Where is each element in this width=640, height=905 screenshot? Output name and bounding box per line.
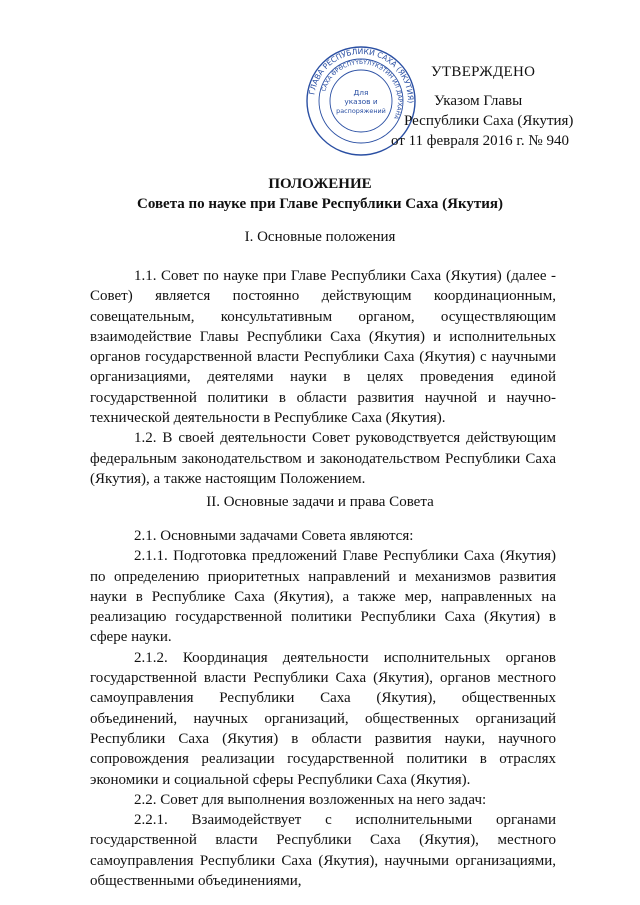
- approval-decree-line1: Указом Главы: [434, 93, 523, 109]
- stamp-ring-inner-text: САХА ӨРӨСПҮҮБҮЛҮКЭТИН ИЛ ДАРХАНА: [321, 59, 403, 120]
- stamp-center-line3: распоряжений: [336, 107, 386, 115]
- approval-decree-line3: от 11 февраля 2016 г. № 940: [391, 133, 569, 149]
- paragraph-2-1-1: 2.1.1. Подготовка предложений Главе Республики Саха (Якутия) по определению приоритетных направлений и механизмов развития науки в Республике Саха (Якутия), а также мер, направленных на реализацию государственной политики Республики Саха (Якутия) в сфере науки.: [90, 548, 556, 646]
- document-subtitle: Совета по науке при Главе Республики Саха (Якутия): [136, 196, 503, 212]
- section-2-body: [90, 526, 556, 891]
- approval-header: УТВЕРЖДЕНО: [431, 64, 536, 80]
- section-1-body: [90, 266, 556, 489]
- stamp-ring-outer-text: ГЛАВА РЕСПУБЛИКИ САХА (ЯКУТИЯ): [307, 46, 416, 104]
- paragraph-1-2: 1.2. В своей деятельности Совет руководствуется действующим федеральным законодательством и законодательством Республики Саха (Якутия), а также настоящим Положением.: [90, 430, 556, 487]
- section-1-heading: I. Основные положения: [244, 229, 396, 245]
- paragraph-1-1: 1.1. Совет по науке при Главе Республики Саха (Якутия) (далее - Совет) является постоянно действующим координационным, совещательным, консультативным органом, осуществляющим взаимодействие Главы Республики Саха (Якутия) и исполнительных органов государственной власти Республики Саха (Якутия) с научными организациями, деятелями науки в целях проведения единой государственной политики в области развития научной и научно-технической деятельности в Республике Саха (Якутия).: [90, 268, 556, 427]
- stamp-center-line1: Для: [353, 88, 369, 97]
- paragraph-2-1-2: 2.1.2. Координация деятельности исполнительных органов государственной власти Республики Саха (Якутия), органов местного самоуправления Республики Саха (Якутия), общественных объединений, научных организаций, общественных организаций Республики Саха (Якутия) в области развития науки, научного сопровождения реализации государственной политики в отраслях экономики и социальной сферы Республики Саха (Якутия).: [90, 649, 556, 788]
- paragraph-2-2: 2.2. Совет для выполнения возложенных на него задач:: [134, 791, 487, 808]
- paragraph-2-1: 2.1. Основными задачами Совета являются:: [134, 528, 414, 544]
- stamp-center-line2: указов и: [344, 97, 378, 106]
- document-title: ПОЛОЖЕНИЕ: [268, 176, 372, 192]
- paragraph-2-2-1: 2.2.1. Взаимодействует с исполнительными органами государственной власти Республики Саха (Якутия), местного самоуправления Республики Саха (Якутия), научными организациями, общественными объединениями,: [90, 812, 556, 890]
- approval-decree-line2: Республики Саха (Якутия): [404, 113, 574, 129]
- section-2-heading: II. Основные задачи и права Совета: [206, 494, 434, 510]
